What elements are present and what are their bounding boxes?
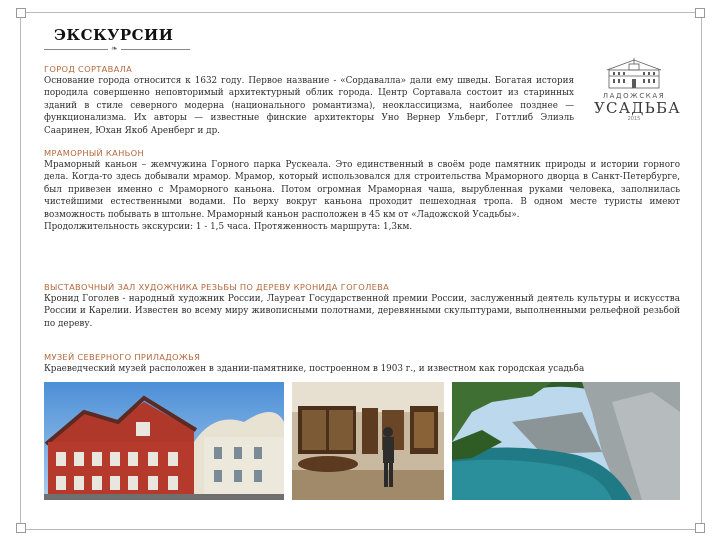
- section-sortavala: [44, 64, 574, 137]
- section-text: Кронид Гоголев - народный художник России, Лауреат Государственной премии России, заслуженный деятель культуры и искусства России и Карелии. Известен во всему миру живописными полотнами, деревянными скульптурами, выполненными рельефной резьбой по дереву.: [44, 294, 680, 329]
- section-marble-canyon: [44, 148, 680, 233]
- section-text: [44, 159, 680, 233]
- frame-corner-ornament: [16, 8, 26, 18]
- logo-year: 2015: [627, 116, 641, 122]
- length-value: 1,3км.: [383, 222, 413, 233]
- frame-corner-ornament: [16, 523, 26, 533]
- logo-line-1: ЛАДОЖСКАЯ: [602, 92, 666, 100]
- wood-carving-gallery-photo: [292, 382, 444, 500]
- length-label: Протяженность маршрута:: [253, 222, 381, 233]
- section-heading: МРАМОРНЫЙ КАНЬОН: [44, 148, 144, 158]
- marble-canyon-photo: [452, 382, 680, 500]
- page-title: ЭКСКУРСИИ: [54, 26, 174, 44]
- section-body: Мраморный каньон – жемчужина Горного парка Рускеала. Это единственный в своём роде памятник природы и истории горного дела. Когда-то здесь добывали мрамор. Мрамор, который использовался для строительства Мраморного дворца в Санкт-Петербурге, был привезен именно с Мраморного каньона. Потом огромная Мраморная чаша, вырубленная руками человека, заполнилась чистейшими естественными водами. По верху вокруг каньона проходит пешеходная тропа. В одном месте туристы имеют возможность побывать в штольне. Мраморный каньон расположен в 45 км от «Ладожской Усадьбы».: [44, 160, 680, 220]
- frame-corner-ornament: [695, 8, 705, 18]
- section-text: Краеведческий музей расположен в здании-памятнике, построенном в 1903 г., и известном как городская усадьба: [44, 364, 585, 374]
- section-heading: МУЗЕЙ СЕВЕРНОГО ПРИЛАДОЖЬЯ: [44, 352, 201, 362]
- logo-line-2: УСАДЬБА: [594, 99, 681, 117]
- section-text: Основание города относится к 1632 году. Первое название - «Сордавалла» дали ему шведы. Богатая история породила совершенно неповторимый архитектурный облик города. Центр Сортавала состоит из старинных зданий в стиле северного модерна (национального романтизма), неоклассицизма, наиболее позднее — функционализма. Их авторы — известные финские архитекторы Уно Вернер Ульберг, Готтлиб Элиэль Сааринен, Юхан Якоб Аренберг и др.: [44, 76, 574, 136]
- museum-building-photo: [44, 382, 284, 500]
- section-heading: ВЫСТАВОЧНЫЙ ЗАЛ ХУДОЖНИКА РЕЗЬБЫ ПО ДЕРЕВУ КРОНИДА ГОГОЛЕВА: [44, 282, 390, 292]
- manor-house-icon: [603, 56, 665, 90]
- section-gogolev-hall: [44, 282, 680, 330]
- duration-label: Продолжительность экскурсии:: [44, 222, 194, 233]
- duration-value: 1 - 1,5 часа.: [195, 222, 251, 233]
- section-heading: ГОРОД СОРТАВАЛА: [44, 64, 133, 74]
- frame-corner-ornament: [695, 523, 705, 533]
- section-museum: [44, 352, 680, 375]
- logo: [594, 56, 681, 122]
- divider-ornament-icon: ❧: [108, 44, 121, 53]
